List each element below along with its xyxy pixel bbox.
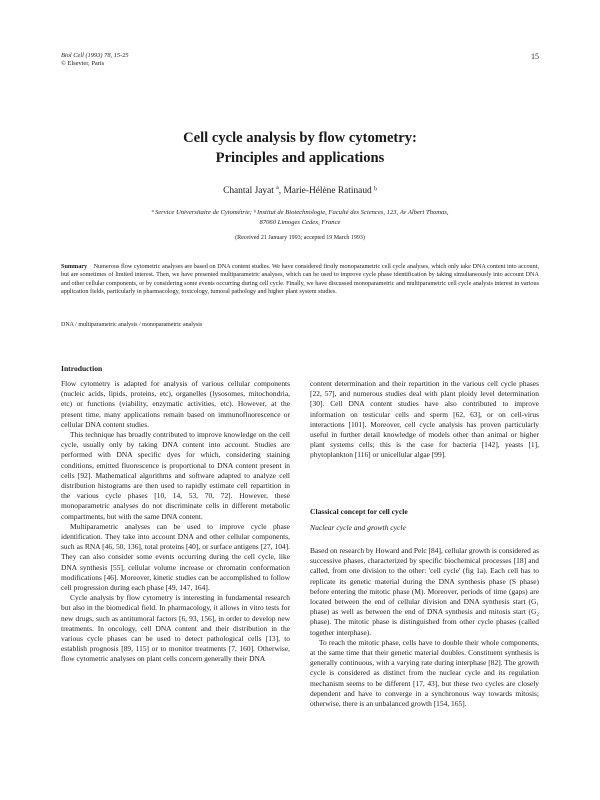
body-paragraph: Based on research by Howard and Pelc [84], cellular growth is considered as successive phases, characterized by specific biochemical processes [18] and called, from one division to the other: 'cell cycle' (fig 1a). Each cell has to replicate its genetic material during the DNA synthesis phase (S phase) before entering the mitotic phase (M). Moreover, periods of time (gaps) are located between the end of cellular division and DNA synthesis start (G₁ phase) as well as between the end of DNA synthesis and mitosis start (G₂ phase). The mitotic phase is distinguished from other cycle phases (called together interphase).	[310, 546, 539, 637]
journal-reference: Biol Cell (1993) 78, 15-25	[61, 52, 129, 59]
body-paragraph: To reach the mitotic phase, cells have to double their whole components, at the same time that their genetic material doubles. Constituent synthesis is generally continuous, with a varying rate during interphase [82]. The growth cycle is considered as distinct from the nuclear cycle and its regulation mechanism seems to be different [17, 43], but these two cycles are closely dependent and have to converge in a synchronous way towards mitosis; otherwise, there is an unbalanced growth [154, 165].	[310, 637, 539, 709]
subsection-heading-nuclear-cycle: Nuclear cycle and growth cycle	[310, 523, 406, 532]
page-number: 15	[531, 52, 539, 61]
received-dates: (Received 21 January 1993; accepted 19 March 1993)	[235, 235, 365, 241]
body-paragraph: content determination and their repartition in the various cell cycle phases [22, 57], and numerous studies deal with plant ploidy level determination [30]. Cell DNA content studies have also contributed to improve information on testicular cells and sperm [62, 63], or on cell-virus interactions [101]. Moreover, cell cycle analysis has proven particularly useful in further detail knowledge of models other than animal or higher plant systems cells; this is the case for bacteria [142], yeasts [1], phytoplankton [116] or unicellular algae [99].	[310, 379, 539, 460]
body-paragraph: Cycle analysis by flow cytometry is interesting in fundamental research but also in the biomedical field. In pharmacology, it allows in vitro tests for new drugs, such as antitumoral factors [6, 93, 156], in order to develop new treatments. In oncology, cell DNA content and their distribution in the various cycle phases can be used to detect pathological cells [13], to establish prognosis [89, 115] or to monitor treatments [7, 160]. Otherwise, flow cytometric analyses on plant cells concern generally their DNA	[61, 593, 290, 664]
body-paragraph: This technique has broadly contributed to improve knowledge on the cell cycle, usually only by taking DNA content into account. Studies are performed with DNA specific dyes for which, considering staining conditions, emitted fluorescence is proportional to DNA content present in cells [92]. Mathematical algorithms and software adapted to analyze cell distribution histograms are then used to rapidly estimate cell repartition in the various cycle phases [10, 14, 53, 70, 72]. However, these monoparametric analyses do not discriminate cells in different metabolic compartments, but with the same DNA content.	[61, 430, 290, 521]
section-heading-introduction: Introduction	[61, 364, 103, 373]
keywords: DNA / multiparametric analysis / monoparametric analysis	[61, 322, 203, 328]
article-title	[0, 128, 600, 168]
right-column-intro	[310, 379, 539, 461]
abstract	[61, 263, 539, 296]
title-line-2: Principles and applications	[215, 150, 385, 166]
author-list: Chantal Jayat ª, Marie-Hélène Ratinaud ᵇ	[223, 186, 377, 196]
journal-citation	[61, 52, 129, 68]
summary-label: Summary	[61, 263, 88, 270]
section-heading-classical-concept: Classical concept for cell cycle	[310, 507, 408, 516]
publisher-line: © Elsevier, Paris	[61, 60, 105, 67]
affiliation-line-2: 87060 Limoges Cedex, France	[259, 218, 341, 226]
title-line-1: Cell cycle analysis by flow cytometry:	[183, 130, 417, 146]
affiliation-line-1: ª Service Universitaire de Cytométrie; ᵇ Institut de Biotechnologie, Faculté des Sciences, 123, Av Albert Thomas,	[151, 209, 449, 216]
right-column-body	[310, 546, 539, 709]
affiliation	[70, 208, 530, 227]
body-paragraph: Multiparametric analyses can be used to improve cycle phase identification. They take into account DNA and other cellular components, such as RNA [46, 50, 136], total proteins [40], or surface antigens [27, 104]. They can also consider some events occurring during the cell cycle, like DNA synthesis [55], cellular volume increase or chromatin conformation modifications [46]. Moreover, kinetic studies can be accomplished to follow cell progression during each phase [49, 147, 164].	[61, 521, 290, 593]
body-paragraph: Flow cytometry is adapted for analysis of various cellular components (nucleic acids, lipids, proteins, etc), organelles (lysosomes, mitochondria, etc) or functions (viability, enzymatic activities, etc). However, at the present time, many applications remain based on immunofluorescence or cellular DNA content studies.	[61, 379, 290, 429]
summary-text: Numerous flow cytometric analyses are based on DNA content studies. We have considered firstly monoparametric cell cycle analyses, which only take DNA content into account, but are sometimes of limited interest. Then, we have presented multiparametric analyses, which can be used to improve cycle phase identification by taking simultaneously into account DNA and other cellular components, or by considering some events occurring during cell cycle. Finally, we have discussed monoparametric and multiparametric cell cycle analysis interest in various application fields, particularly in pharmacology, toxicology, tumoral pathology and higher plant system studies.	[61, 263, 540, 295]
left-column	[61, 379, 290, 665]
